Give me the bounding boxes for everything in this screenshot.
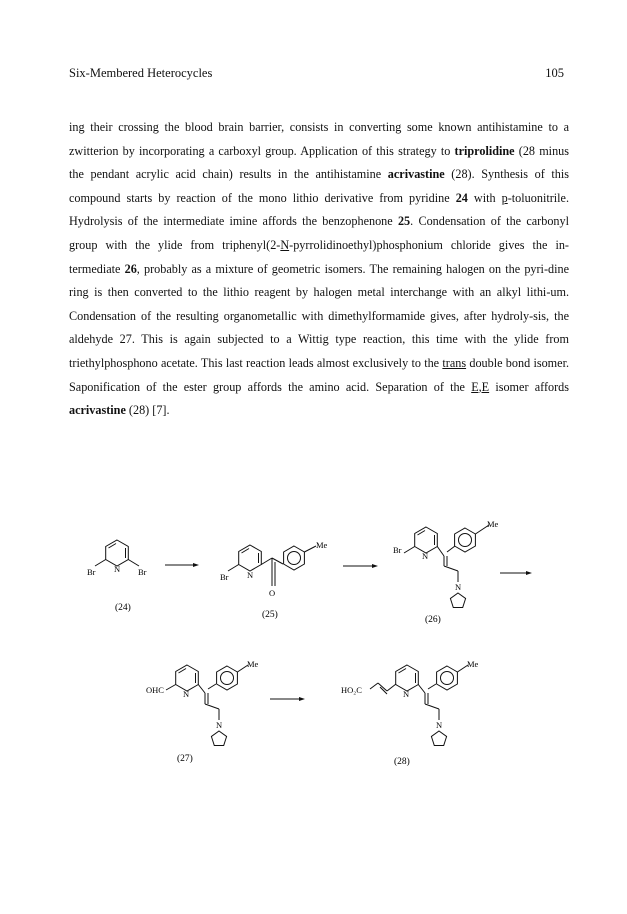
para-prefix: p <box>501 190 508 205</box>
text-segment: , probably as a mixture of geometric isomers. The remaining halogen on the pyri-dine ring is then converted to the lithio reagent by halogen metal interchange with an alkyl lithi-um. Condensation of the resulting organometallic with dimethylformamide gives, after hydroly-sis, the aldehyde 27. This is again subjected to a Wittig type reaction, this time with the ylide from triethylphosphono acetate. This last reaction leads almost exclusively to the <box>69 261 569 370</box>
compound-name-triprolidine: triprolidine <box>454 143 515 158</box>
text-segment: -pyrrolidinoethyl)phosphonium chloride gives the in-termediate <box>69 237 569 276</box>
compound-label-26: (26) <box>425 615 441 625</box>
atom-n: N <box>183 689 190 699</box>
atom-n: N <box>216 720 223 730</box>
structure-28 <box>341 659 479 746</box>
text-segment: double bond isomer. Saponification of the ester group affords the amino acid. Separation of the <box>69 355 570 394</box>
compound-name-acrivastine: acrivastine <box>387 167 445 182</box>
text-segment: ing their crossing the blood brain barrier, consists in converting some known antihistamine to a zwitterion by incorporating a carboxyl group. Application of this strategy to <box>69 120 569 158</box>
atom-o: O <box>269 588 276 598</box>
atom-br: Br <box>138 567 147 577</box>
text-segment: . Condensation of the carbonyl group with the ylide from triphenyl(2- <box>69 214 569 252</box>
atom-ho2c: HO₂C <box>341 685 362 695</box>
reaction-arrow-head <box>526 571 532 575</box>
atom-me: Me <box>467 659 479 669</box>
compound-label-27: (27) <box>177 754 193 764</box>
reaction-arrow-head <box>299 697 305 701</box>
compound-ref-24: 24 <box>455 190 468 205</box>
text-segment: with <box>467 190 502 205</box>
atom-br: Br <box>87 567 96 577</box>
atom-n: N <box>114 564 121 574</box>
text-segment: isomer affords <box>489 379 570 394</box>
nitrogen-prefix: N <box>280 237 290 252</box>
compound-ref-25: 25 <box>397 214 411 229</box>
atom-n: N <box>247 570 254 580</box>
compound-label-28: (28) <box>394 757 410 767</box>
atom-n: N <box>436 720 443 730</box>
text-segment: -toluonitrile. Hydrolysis of the intermediate imine affords the benzophenone <box>69 190 569 229</box>
compound-ref-26: 26 <box>124 261 137 276</box>
compound-name-acrivastine-2: acrivastine <box>69 403 126 418</box>
page-number: 105 <box>545 66 564 80</box>
atom-me: Me <box>247 659 259 669</box>
atom-n: N <box>422 551 429 561</box>
atom-br: Br <box>220 572 229 582</box>
running-title: Six-Membered Heterocycles <box>69 66 213 80</box>
atom-n: N <box>455 582 462 592</box>
text-segment: (28) [7]. <box>125 403 170 418</box>
text-segment: (28). Synthesis of this compound starts by reaction of the mono lithio derivative from pyridine <box>69 167 569 205</box>
structure-24 <box>87 540 147 577</box>
isomer-term: E,E <box>471 379 490 394</box>
structure-27 <box>146 659 259 746</box>
atom-me: Me <box>316 540 328 550</box>
atom-ohc: OHC <box>146 685 164 695</box>
atom-br: Br <box>393 545 402 555</box>
atom-n: N <box>403 689 410 699</box>
reaction-arrow-head <box>193 563 199 567</box>
text-segment: (28 minus the pendant acrylic acid chain) results in the antihistamine <box>69 143 569 182</box>
reaction-arrow-head <box>372 564 378 568</box>
compound-label-24: (24) <box>115 603 131 613</box>
trans-term: trans <box>442 355 467 370</box>
structure-25 <box>220 540 328 598</box>
atom-me: Me <box>487 519 499 529</box>
structure-26 <box>393 519 499 608</box>
compound-label-25: (25) <box>262 610 278 620</box>
